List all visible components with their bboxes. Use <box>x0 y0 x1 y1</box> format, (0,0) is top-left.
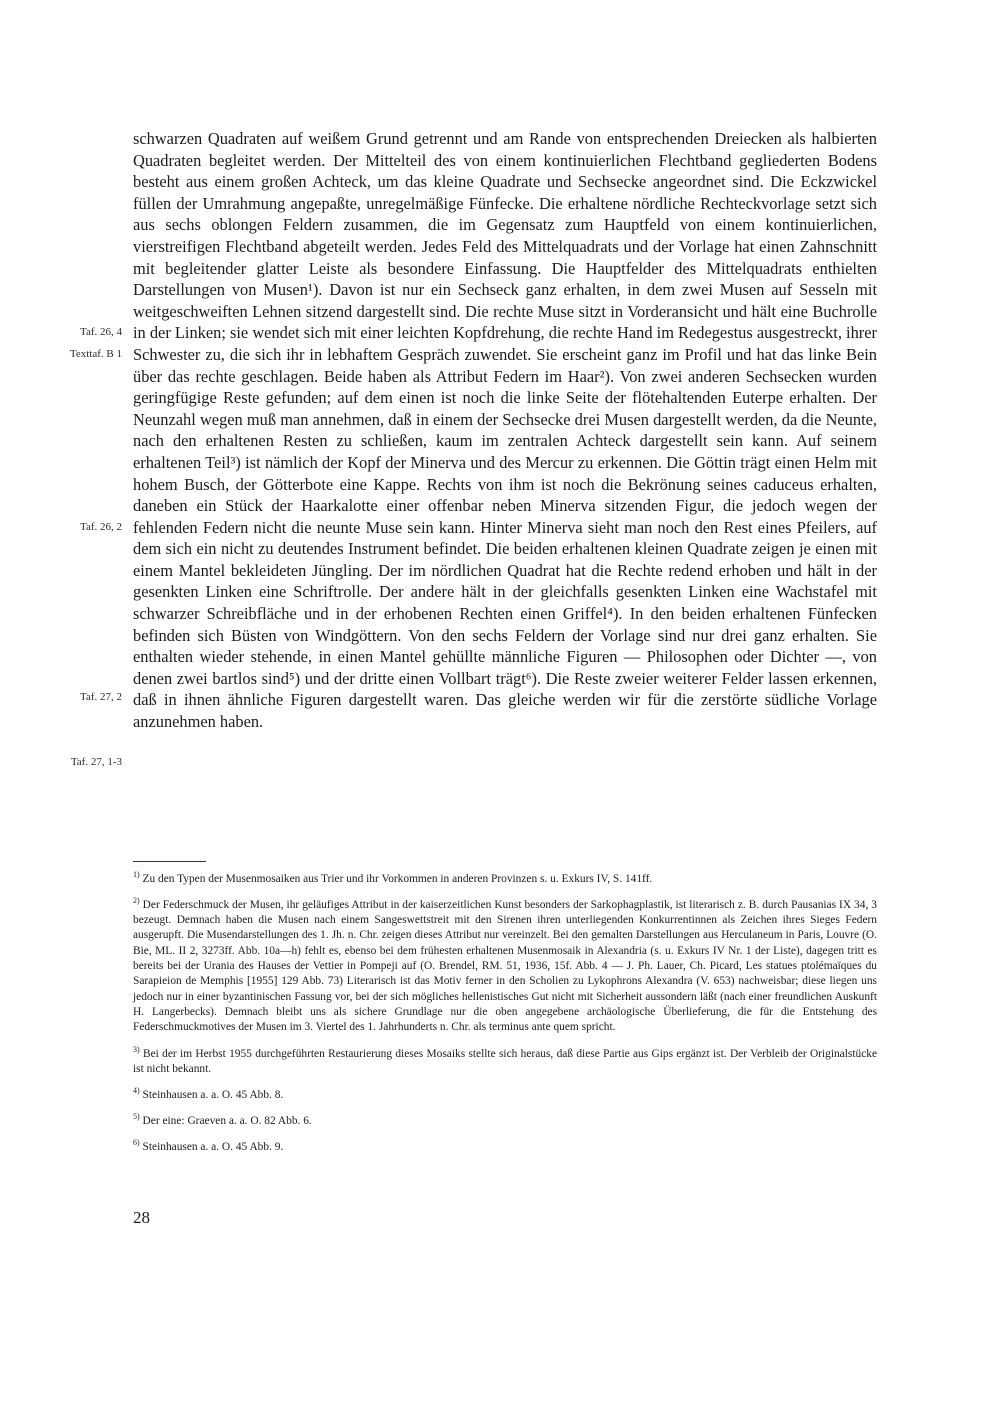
margin-note: Taf. 26, 4 <box>80 326 122 338</box>
margin-note: Taf. 26, 2 <box>80 521 122 533</box>
footnote: $^{6)}$ Steinhausen a. a. O. 45 Abb. 9. <box>133 1138 284 1153</box>
footnote: $^{3)}$ Bei der im Herbst 1955 durchgeführten Restaurierung dieses Mosaiks stellte sich heraus, daß diese Partie aus Gips ergänzt ist. Der Verbleib der Originalstücke ist nicht bekannt. <box>133 1044 877 1075</box>
footnote-divider <box>133 861 206 862</box>
footnote: $^{5)}$ Der eine: Graeven a. a. O. 82 Abb. 6. <box>133 1112 312 1127</box>
margin-note: Taf. 27, 2 <box>80 691 122 703</box>
margin-note: Taf. 27, 1-3 <box>70 756 122 768</box>
footnote: $^{4)}$ Steinhausen a. a. O. 45 Abb. 8. <box>133 1085 284 1101</box>
footnotes <box>133 867 877 1161</box>
page-number: 28 <box>133 1208 150 1227</box>
main-text: schwarzen Quadraten auf weißem Grund getrennt und am Rande von entsprechenden Dreiecken als halbierten Quadraten begleitet werden. Der Mittelteil des von einem kontinuierlichen Flechtband gegliederten Bodens besteht aus einem großen Achteck, um das kleine Quadrate und Sechsecke angeordnet sind. Die Eckzwickel füllen der Umrahmung angepaßte, unregelmäßige Fünfecke. Die erhaltene nördliche Rechteckvorlage setzt sich aus sechs oblongen Feldern zusammen, die im Gegensatz zum Hauptfeld von einem kontinuierlichen, vierstreifigen Flechtband abgeteilt werden. Jedes Feld des Mittelquadrats und der Vorlage hat einen Zahnschnitt mit begleitender glatter Leiste als besondere Einfassung. Die Hauptfelder des Mittelquadrats enthielten Darstellungen von Musen¹). Davon ist nur ein Sechseck ganz erhalten, in dem zwei Musen auf Sesseln mit weitgeschweiften Lehnen sitzend dargestellt sind. Die rechte Muse sitzt in Vorderansicht und hält eine Buchrolle in der Linken; sie wendet sich mit einer leichten Kopfdrehung, die rechte Hand im Redegestus ausgestreckt, ihrer Schwester zu, die sich ihr in lebhaftem Gespräch zuwendet. Sie erscheint ganz im Profil und hat das linke Bein über das rechte geschlagen. Beide haben als Attribut Federn im Haar²). Von zwei anderen Sechsecken wurden geringfügige Reste gefunden; auf dem einen ist noch die linke Seite der flötehaltenden Euterpe erhalten. Der Neunzahl wegen muß man annehmen, daß in einem der Sechsecke drei Musen dargestellt werden, da die Neunte, nach den erhaltenen Resten zu schließen, kaum im zentralen Achteck dargestellt sein kann. Auf seinem erhaltenen Teil³) ist nämlich der Kopf der Minerva und des Mercur zu erkennen. Die Göttin trägt einen Helm mit hohem Busch, der Götterbote eine Kappe. Rechts von ihm ist noch die Bekrönung seines caduceus erhalten, daneben ein Stück der Haarkalotte einer offenbar neben Minerva sitzenden Figur, die jedoch wegen der fehlenden Federn nicht die neunte Muse sein kann. Hinter Minerva sieht man noch den Rest eines Pfeilers, auf dem sich ein nicht zu deutendes Instrument befindet. Die beiden erhaltenen kleinen Quadrate zeigen je einen mit einem Mantel bekleideten Jüngling. Der im nördlichen Quadrat hat die Rechte redend erhoben und hält in der gesenkten Linken eine Schriftrolle. Der andere hält in der gleichfalls gesenkten Linken eine Wachstafel mit schwarzer Schreibfläche und in der erhobenen Rechten einen Griffel⁴). In den beiden erhaltenen Fünfecken befinden sich Büsten von Windgöttern. Von den sechs Feldern der Vorlage sind nur drei ganz erhalten. Sie enthalten wieder stehende, in einen Mantel gehüllte männliche Figuren — Philosophen oder Dichter —, von denen zwei bartlos sind⁵) und der dritte einen Vollbart trägt⁶). Die Reste zweier weiterer Felder lassen erkennen, daß in ihnen ähnliche Figuren dargestellt waren. Das gleiche werden wir für die zerstörte südliche Vorlage anzunehmen haben. <box>133 129 877 732</box>
footnote: $^{2)}$ Der Federschmuck der Musen, ihr geläufiges Attribut in der kaiserzeitlichen Kunst besonders der Sarkophagplastik, ist literarisch z. B. durch Pausanias IX 34, 3 bezeugt. Demnach haben die Musen nach einem Sangeswettstreit mit den Sirenen ihren unterliegenden Konkurrentinnen als Zeichen ihres Sieges Federn ausgerupft. Die Musendarstellungen des 1. Jh. n. Chr. zeigen dieses Attribut nur vereinzelt. Bei den gemalten Darstellungen aus Herculaneum in Paris, Louvre (O. Bie, ML. II 2, 3273ff. Abb. 10a—h) fehlt es, ebenso bei dem frühesten erhaltenen Musenmosaik in Alexandria (s. u. Exkurs IV Nr. 1 der Liste), dagegen tritt es bereits bei der Urania des Hauses der Vettier in Pompeji auf (O. Brendel, RM. 51, 1936, 15f. Abb. 4 — J. Ph. Lauer, Ch. Picard, Les statues ptolémaïques du Sarapieion de Memphis [1955] 129 Abb. 73) Literarisch ist das Motiv ferner in den Scholien zu Lykophrons Alexandra (V. 653) nachweisbar; diese liegen uns jedoch nur in einer byzantinischen Fassung vor, bei der sich mögliches hellenistisches Gut nicht mit Sicherheit aussondern läßt (nach einer freundlichen Auskunft H. Langerbecks). Demnach bleibt uns als sichere Grundlage nur die oben angegebene archäologische Überlieferung, die für die Entstehung des Federschmuckmotives der Musen im 3. Viertel des 1. Jahrhunderts n. Chr. als terminus ante quem spricht. <box>133 896 877 1034</box>
margin-note: Texttaf. B 1 <box>69 348 122 360</box>
footnote: $^{1)}$ Zu den Typen der Musenmosaiken aus Trier und ihr Vorkommen in anderen Provinzen s. u. Exkurs IV, S. 141ff. <box>133 870 653 885</box>
